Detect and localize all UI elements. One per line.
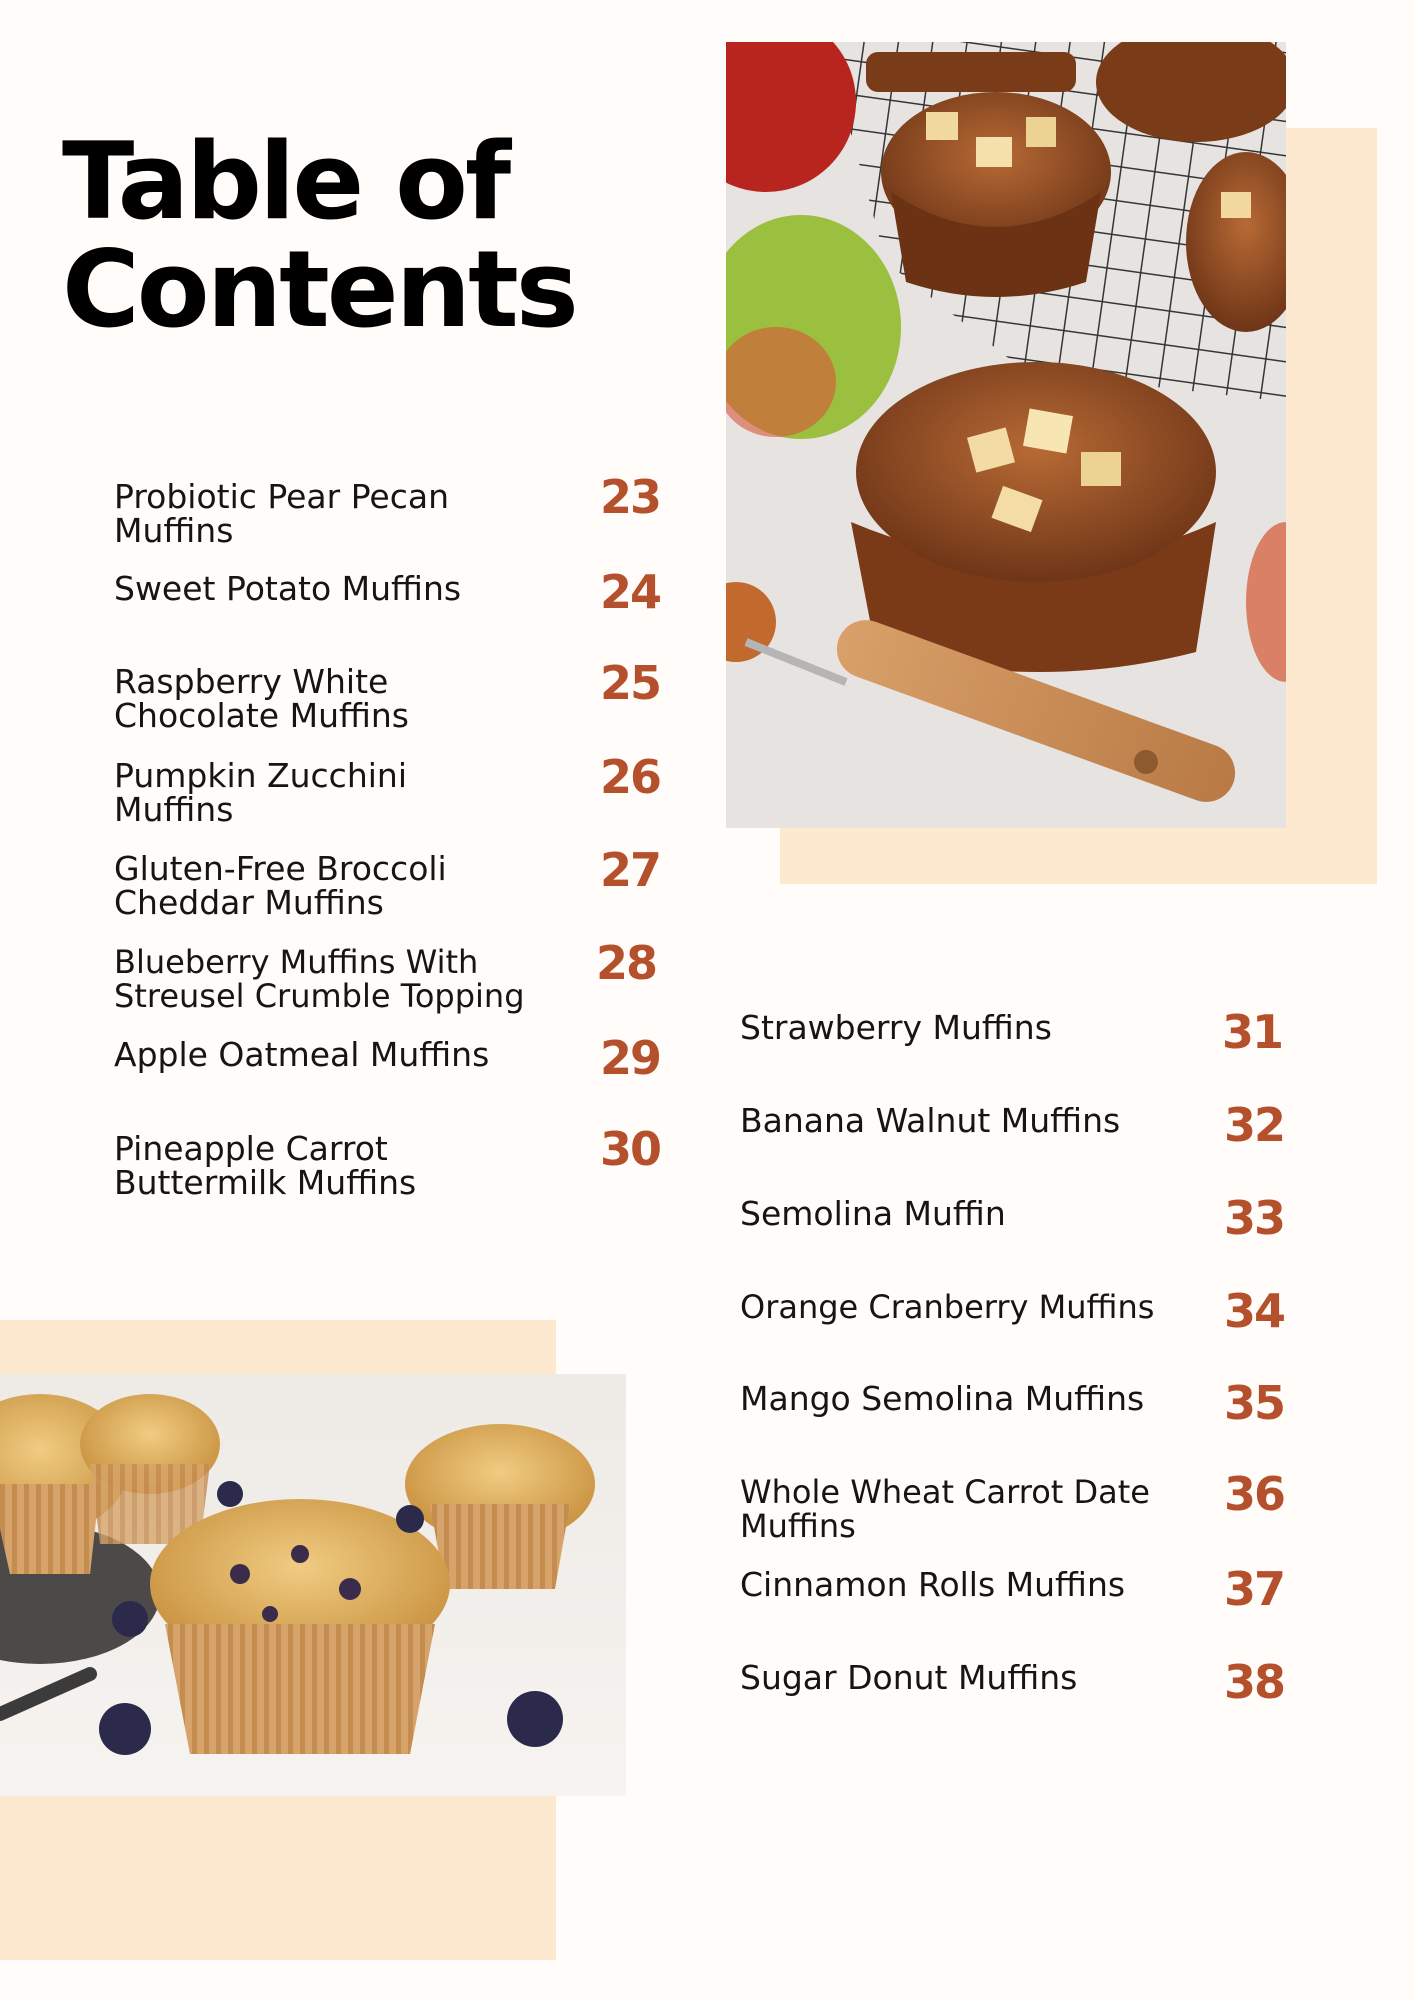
title-line-1: Table of: [62, 120, 509, 243]
toc-item-label: Sugar Donut Muffins: [740, 1658, 1078, 1697]
toc-item-label: Pumpkin Zucchini Muffins: [114, 756, 407, 829]
toc-item-label: Orange Cranberry Muffins: [740, 1288, 1155, 1326]
toc-item-page: 34: [1224, 1284, 1285, 1338]
toc-item-page: 26: [600, 750, 661, 804]
toc-item-page: 28: [596, 936, 657, 990]
page-title: [62, 120, 576, 351]
toc-item-page: 31: [1222, 1005, 1283, 1059]
toc-item-page: 38: [1224, 1655, 1285, 1709]
toc-item-page: 24: [600, 565, 661, 619]
toc-item-page: 35: [1224, 1376, 1285, 1430]
toc-item-page: 36: [1224, 1467, 1285, 1521]
toc-item-page: 37: [1224, 1562, 1285, 1616]
title-line-2: Contents: [62, 228, 576, 351]
toc-item-label: Semolina Muffin: [740, 1194, 1006, 1233]
toc-item-label: Whole Wheat Carrot Date Muffins: [740, 1473, 1150, 1545]
toc-item-label: Raspberry White Chocolate Muffins: [114, 662, 410, 735]
toc-item-label: Apple Oatmeal Muffins: [114, 1035, 490, 1074]
toc-item-page: 23: [600, 470, 661, 524]
toc-item-page: 32: [1224, 1098, 1285, 1152]
toc-item-label: Pineapple Carrot Buttermilk Muffins: [114, 1129, 417, 1202]
toc-item-page: 33: [1224, 1191, 1285, 1245]
toc-item-label: Cinnamon Rolls Muffins: [740, 1565, 1126, 1604]
apple-muffins-photo: [726, 42, 1286, 828]
toc-item-page: 29: [600, 1031, 661, 1085]
toc-item-page: 30: [600, 1122, 661, 1176]
toc-item-page: 25: [600, 656, 661, 710]
toc-item-label: Sweet Potato Muffins: [114, 569, 462, 608]
toc-item-page: 27: [600, 843, 661, 897]
toc-item-label: Banana Walnut Muffins: [740, 1101, 1121, 1140]
toc-item-label: Mango Semolina Muffins: [740, 1379, 1145, 1418]
toc-item-label: Blueberry Muffins With Streusel Crumble Topping: [114, 943, 525, 1015]
toc-item-label: Gluten-Free Broccoli Cheddar Muffins: [114, 849, 447, 922]
blueberry-streusel-muffins-photo: [0, 1374, 626, 1796]
toc-item-label: Probiotic Pear Pecan Muffins: [114, 477, 450, 550]
toc-item-label: Strawberry Muffins: [740, 1008, 1052, 1047]
